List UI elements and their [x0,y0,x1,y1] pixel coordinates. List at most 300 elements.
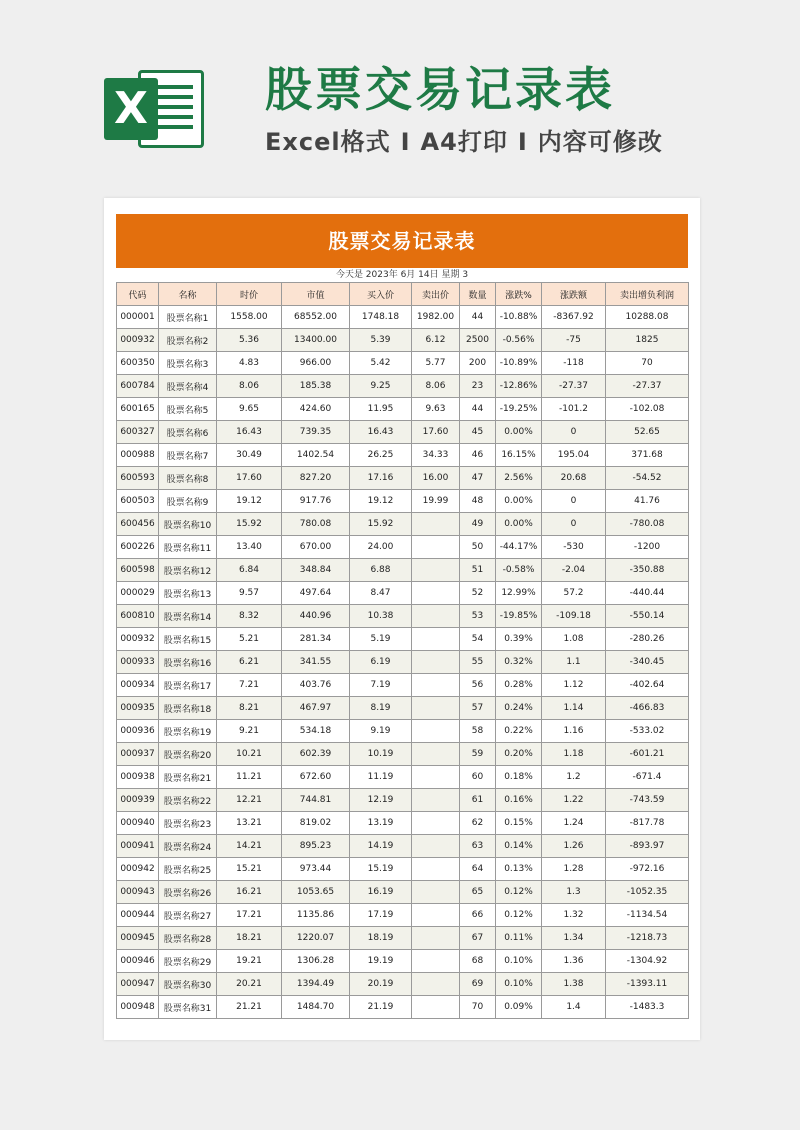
table-cell[interactable]: -44.17% [496,536,542,559]
table-cell[interactable]: 000939 [117,789,159,812]
table-cell[interactable]: 341.55 [282,651,350,674]
table-cell[interactable]: 5.77 [412,352,460,375]
table-cell[interactable] [412,536,460,559]
table-cell[interactable] [412,904,460,927]
table-cell[interactable]: 股票名称14 [159,605,217,628]
table-cell[interactable] [412,858,460,881]
table-cell[interactable]: 65 [460,881,496,904]
table-cell[interactable]: -671.4 [606,766,689,789]
table-cell[interactable]: 000945 [117,927,159,950]
table-cell[interactable]: 1.3 [542,881,606,904]
table-cell[interactable]: 50 [460,536,496,559]
table-cell[interactable]: 股票名称27 [159,904,217,927]
table-cell[interactable]: 5.19 [350,628,412,651]
table-cell[interactable]: 股票名称18 [159,697,217,720]
table-cell[interactable]: 0.32% [496,651,542,674]
table-cell[interactable] [412,720,460,743]
table-cell[interactable]: 67 [460,927,496,950]
table-cell[interactable]: 1.16 [542,720,606,743]
table-cell[interactable]: 19.12 [350,490,412,513]
table-cell[interactable]: 16.21 [217,881,282,904]
table-cell[interactable]: 股票名称24 [159,835,217,858]
table-cell[interactable] [412,789,460,812]
table-cell[interactable] [412,513,460,536]
table-cell[interactable]: 19.99 [412,490,460,513]
table-cell[interactable]: 19.19 [350,950,412,973]
table-cell[interactable]: 51 [460,559,496,582]
table-cell[interactable]: 600593 [117,467,159,490]
table-cell[interactable]: 600327 [117,421,159,444]
table-cell[interactable]: 股票名称26 [159,881,217,904]
table-cell[interactable]: 股票名称19 [159,720,217,743]
table-cell[interactable]: -19.85% [496,605,542,628]
table-cell[interactable]: 8.47 [350,582,412,605]
table-cell[interactable]: 20.21 [217,973,282,996]
table-cell[interactable]: 1220.07 [282,927,350,950]
table-cell[interactable]: 000932 [117,628,159,651]
table-cell[interactable]: -0.56% [496,329,542,352]
table-cell[interactable]: -601.21 [606,743,689,766]
table-cell[interactable]: 股票名称8 [159,467,217,490]
table-cell[interactable]: 1.38 [542,973,606,996]
table-cell[interactable]: 672.60 [282,766,350,789]
table-cell[interactable]: 股票名称10 [159,513,217,536]
table-cell[interactable]: 600598 [117,559,159,582]
table-cell[interactable]: 1558.00 [217,306,282,329]
table-cell[interactable]: 0.12% [496,904,542,927]
table-cell[interactable]: -12.86% [496,375,542,398]
table-cell[interactable]: 16.19 [350,881,412,904]
table-cell[interactable]: 63 [460,835,496,858]
table-cell[interactable]: -101.2 [542,398,606,421]
table-cell[interactable]: 8.06 [412,375,460,398]
table-cell[interactable]: 7.19 [350,674,412,697]
table-cell[interactable]: 000932 [117,329,159,352]
table-cell[interactable] [412,812,460,835]
table-cell[interactable]: 000935 [117,697,159,720]
table-cell[interactable] [412,766,460,789]
table-cell[interactable]: -530 [542,536,606,559]
table-cell[interactable]: 8.06 [217,375,282,398]
table-cell[interactable]: 0.11% [496,927,542,950]
table-cell[interactable]: -118 [542,352,606,375]
table-cell[interactable]: 61 [460,789,496,812]
table-cell[interactable]: 股票名称25 [159,858,217,881]
table-cell[interactable]: 000933 [117,651,159,674]
table-cell[interactable]: 600784 [117,375,159,398]
table-cell[interactable]: 000934 [117,674,159,697]
table-cell[interactable]: 0.14% [496,835,542,858]
table-cell[interactable]: 16.43 [217,421,282,444]
table-cell[interactable] [412,582,460,605]
table-cell[interactable]: 8.21 [217,697,282,720]
table-cell[interactable]: 17.19 [350,904,412,927]
table-cell[interactable]: 0.10% [496,973,542,996]
table-cell[interactable]: 股票名称13 [159,582,217,605]
table-cell[interactable]: 424.60 [282,398,350,421]
table-cell[interactable]: 780.08 [282,513,350,536]
table-cell[interactable]: 68552.00 [282,306,350,329]
table-cell[interactable]: 1.36 [542,950,606,973]
table-cell[interactable]: -102.08 [606,398,689,421]
table-cell[interactable]: 10.19 [350,743,412,766]
table-cell[interactable]: 000944 [117,904,159,927]
table-cell[interactable]: 9.19 [350,720,412,743]
table-cell[interactable]: -743.59 [606,789,689,812]
table-cell[interactable]: 440.96 [282,605,350,628]
table-cell[interactable]: 1053.65 [282,881,350,904]
table-cell[interactable]: 281.34 [282,628,350,651]
table-cell[interactable]: -550.14 [606,605,689,628]
table-cell[interactable]: -350.88 [606,559,689,582]
table-cell[interactable]: 1.18 [542,743,606,766]
table-cell[interactable]: 1.32 [542,904,606,927]
table-cell[interactable]: -1134.54 [606,904,689,927]
table-cell[interactable]: 600503 [117,490,159,513]
table-cell[interactable]: 534.18 [282,720,350,743]
table-cell[interactable]: 497.64 [282,582,350,605]
table-cell[interactable]: 602.39 [282,743,350,766]
table-cell[interactable]: 股票名称20 [159,743,217,766]
table-cell[interactable]: 30.49 [217,444,282,467]
table-cell[interactable]: -10.88% [496,306,542,329]
table-cell[interactable]: 1394.49 [282,973,350,996]
table-cell[interactable]: 827.20 [282,467,350,490]
table-cell[interactable]: 600165 [117,398,159,421]
table-cell[interactable]: 744.81 [282,789,350,812]
table-cell[interactable]: 17.60 [412,421,460,444]
table-cell[interactable]: 9.21 [217,720,282,743]
table-cell[interactable]: -54.52 [606,467,689,490]
table-cell[interactable]: 16.15% [496,444,542,467]
table-cell[interactable]: 57 [460,697,496,720]
table-cell[interactable]: 41.76 [606,490,689,513]
table-cell[interactable]: 0.16% [496,789,542,812]
table-cell[interactable]: -10.89% [496,352,542,375]
table-cell[interactable]: 5.39 [350,329,412,352]
table-cell[interactable]: 68 [460,950,496,973]
table-cell[interactable]: 6.88 [350,559,412,582]
table-cell[interactable] [412,651,460,674]
table-cell[interactable]: 10.21 [217,743,282,766]
table-cell[interactable]: 62 [460,812,496,835]
table-cell[interactable] [412,559,460,582]
table-cell[interactable]: 6.21 [217,651,282,674]
table-cell[interactable]: 5.42 [350,352,412,375]
table-cell[interactable]: 6.12 [412,329,460,352]
table-cell[interactable]: 0.20% [496,743,542,766]
table-cell[interactable]: 股票名称30 [159,973,217,996]
table-cell[interactable]: 60 [460,766,496,789]
table-cell[interactable]: -1483.3 [606,996,689,1019]
table-cell[interactable]: -893.97 [606,835,689,858]
table-cell[interactable]: 股票名称15 [159,628,217,651]
table-cell[interactable] [412,605,460,628]
table-cell[interactable]: -0.58% [496,559,542,582]
table-cell[interactable]: 000940 [117,812,159,835]
table-cell[interactable]: -1218.73 [606,927,689,950]
table-cell[interactable]: 64 [460,858,496,881]
table-cell[interactable]: 47 [460,467,496,490]
table-cell[interactable]: 69 [460,973,496,996]
table-cell[interactable]: 1982.00 [412,306,460,329]
table-cell[interactable]: 0 [542,490,606,513]
table-cell[interactable]: 12.21 [217,789,282,812]
table-cell[interactable]: 8.19 [350,697,412,720]
table-cell[interactable]: -1304.92 [606,950,689,973]
table-cell[interactable]: 600350 [117,352,159,375]
table-cell[interactable]: 0.28% [496,674,542,697]
table-cell[interactable] [412,628,460,651]
table-cell[interactable]: 13.21 [217,812,282,835]
table-cell[interactable]: 15.92 [217,513,282,536]
table-cell[interactable]: 7.21 [217,674,282,697]
table-cell[interactable]: 股票名称29 [159,950,217,973]
table-cell[interactable]: -440.44 [606,582,689,605]
table-cell[interactable]: 股票名称31 [159,996,217,1019]
table-cell[interactable]: 000942 [117,858,159,881]
table-cell[interactable]: 57.2 [542,582,606,605]
table-cell[interactable]: 348.84 [282,559,350,582]
table-cell[interactable]: 10288.08 [606,306,689,329]
table-cell[interactable]: 20.19 [350,973,412,996]
table-cell[interactable]: 股票名称2 [159,329,217,352]
table-cell[interactable] [412,835,460,858]
table-cell[interactable]: 0.18% [496,766,542,789]
table-cell[interactable]: 0.00% [496,421,542,444]
table-cell[interactable]: 185.38 [282,375,350,398]
table-cell[interactable]: 44 [460,306,496,329]
table-cell[interactable]: 973.44 [282,858,350,881]
table-cell[interactable]: 966.00 [282,352,350,375]
table-cell[interactable]: -280.26 [606,628,689,651]
table-cell[interactable]: 55 [460,651,496,674]
table-cell[interactable]: 股票名称21 [159,766,217,789]
table-cell[interactable]: 1.2 [542,766,606,789]
table-cell[interactable]: 11.21 [217,766,282,789]
table-cell[interactable]: 9.65 [217,398,282,421]
table-cell[interactable]: 9.25 [350,375,412,398]
table-cell[interactable]: 739.35 [282,421,350,444]
table-cell[interactable]: 000943 [117,881,159,904]
table-cell[interactable] [412,927,460,950]
table-cell[interactable]: 19.12 [217,490,282,513]
table-cell[interactable]: 000001 [117,306,159,329]
table-cell[interactable]: 23 [460,375,496,398]
table-cell[interactable]: 股票名称9 [159,490,217,513]
table-cell[interactable]: -1393.11 [606,973,689,996]
table-cell[interactable]: 0.00% [496,490,542,513]
table-cell[interactable]: 股票名称7 [159,444,217,467]
table-cell[interactable]: 58 [460,720,496,743]
table-cell[interactable]: 0.15% [496,812,542,835]
table-cell[interactable]: 819.02 [282,812,350,835]
table-cell[interactable]: -1200 [606,536,689,559]
table-cell[interactable]: 0.00% [496,513,542,536]
table-cell[interactable]: 48 [460,490,496,513]
table-cell[interactable]: -780.08 [606,513,689,536]
table-cell[interactable]: 24.00 [350,536,412,559]
table-cell[interactable]: -19.25% [496,398,542,421]
table-cell[interactable]: 1.12 [542,674,606,697]
table-cell[interactable]: 895.23 [282,835,350,858]
table-cell[interactable]: 34.33 [412,444,460,467]
table-cell[interactable]: 6.84 [217,559,282,582]
table-cell[interactable]: 13400.00 [282,329,350,352]
table-cell[interactable] [412,950,460,973]
table-cell[interactable]: 917.76 [282,490,350,513]
table-cell[interactable]: 0.12% [496,881,542,904]
table-cell[interactable]: 0 [542,421,606,444]
table-cell[interactable]: 2500 [460,329,496,352]
table-cell[interactable]: 15.19 [350,858,412,881]
table-cell[interactable]: 1.22 [542,789,606,812]
table-cell[interactable]: 19.21 [217,950,282,973]
table-cell[interactable]: 15.92 [350,513,412,536]
table-cell[interactable]: 股票名称12 [159,559,217,582]
table-cell[interactable]: -466.83 [606,697,689,720]
table-cell[interactable]: 11.95 [350,398,412,421]
table-cell[interactable]: 0 [542,513,606,536]
table-cell[interactable]: 股票名称22 [159,789,217,812]
table-cell[interactable]: 0.22% [496,720,542,743]
table-cell[interactable]: 000937 [117,743,159,766]
table-cell[interactable] [412,881,460,904]
table-cell[interactable]: 200 [460,352,496,375]
table-cell[interactable]: 5.21 [217,628,282,651]
table-cell[interactable]: 600456 [117,513,159,536]
table-cell[interactable]: 44 [460,398,496,421]
table-cell[interactable] [412,973,460,996]
table-cell[interactable]: 1.14 [542,697,606,720]
table-cell[interactable]: 股票名称3 [159,352,217,375]
table-cell[interactable]: -340.45 [606,651,689,674]
table-cell[interactable]: 1306.28 [282,950,350,973]
table-cell[interactable]: 17.60 [217,467,282,490]
table-cell[interactable]: 000948 [117,996,159,1019]
table-cell[interactable]: 371.68 [606,444,689,467]
table-cell[interactable]: -27.37 [606,375,689,398]
table-cell[interactable]: 股票名称1 [159,306,217,329]
table-cell[interactable]: 12.19 [350,789,412,812]
table-cell[interactable]: 2.56% [496,467,542,490]
table-cell[interactable]: 6.19 [350,651,412,674]
table-cell[interactable]: -27.37 [542,375,606,398]
table-cell[interactable]: 13.40 [217,536,282,559]
table-cell[interactable] [412,996,460,1019]
table-cell[interactable]: 1402.54 [282,444,350,467]
table-cell[interactable]: 1.08 [542,628,606,651]
table-cell[interactable]: 467.97 [282,697,350,720]
table-cell[interactable]: 1.24 [542,812,606,835]
table-cell[interactable]: 14.21 [217,835,282,858]
table-cell[interactable]: -402.64 [606,674,689,697]
table-cell[interactable]: -2.04 [542,559,606,582]
table-cell[interactable]: 股票名称5 [159,398,217,421]
table-cell[interactable]: 1.28 [542,858,606,881]
table-cell[interactable]: 15.21 [217,858,282,881]
table-cell[interactable]: 8.32 [217,605,282,628]
table-cell[interactable]: 000988 [117,444,159,467]
table-cell[interactable]: 000947 [117,973,159,996]
table-cell[interactable]: 70 [460,996,496,1019]
table-cell[interactable]: 0.09% [496,996,542,1019]
table-cell[interactable]: 1.34 [542,927,606,950]
table-cell[interactable]: 26.25 [350,444,412,467]
table-cell[interactable]: 49 [460,513,496,536]
table-cell[interactable]: 股票名称17 [159,674,217,697]
table-cell[interactable]: 1748.18 [350,306,412,329]
table-cell[interactable]: 52.65 [606,421,689,444]
table-cell[interactable]: 20.68 [542,467,606,490]
table-cell[interactable]: 000938 [117,766,159,789]
table-cell[interactable]: 0.24% [496,697,542,720]
table-cell[interactable]: -972.16 [606,858,689,881]
table-cell[interactable]: 45 [460,421,496,444]
table-cell[interactable]: 1484.70 [282,996,350,1019]
table-cell[interactable]: 21.19 [350,996,412,1019]
table-cell[interactable] [412,674,460,697]
table-cell[interactable]: 600810 [117,605,159,628]
table-cell[interactable]: 10.38 [350,605,412,628]
table-cell[interactable]: 70 [606,352,689,375]
table-cell[interactable]: 17.21 [217,904,282,927]
table-cell[interactable]: 56 [460,674,496,697]
table-cell[interactable]: 52 [460,582,496,605]
table-cell[interactable]: 股票名称11 [159,536,217,559]
table-cell[interactable]: 13.19 [350,812,412,835]
table-cell[interactable]: 1.1 [542,651,606,674]
table-cell[interactable]: 9.63 [412,398,460,421]
table-cell[interactable]: -8367.92 [542,306,606,329]
table-cell[interactable]: 53 [460,605,496,628]
table-cell[interactable]: 600226 [117,536,159,559]
table-cell[interactable]: 18.21 [217,927,282,950]
table-cell[interactable]: 股票名称23 [159,812,217,835]
table-cell[interactable]: 0.39% [496,628,542,651]
table-cell[interactable]: 1.4 [542,996,606,1019]
table-cell[interactable]: 195.04 [542,444,606,467]
table-cell[interactable]: -1052.35 [606,881,689,904]
table-cell[interactable]: -75 [542,329,606,352]
table-cell[interactable]: 4.83 [217,352,282,375]
table-cell[interactable]: 000941 [117,835,159,858]
table-cell[interactable]: 17.16 [350,467,412,490]
table-cell[interactable]: 18.19 [350,927,412,950]
table-cell[interactable] [412,697,460,720]
table-cell[interactable]: 0.10% [496,950,542,973]
table-cell[interactable]: 股票名称6 [159,421,217,444]
table-cell[interactable]: -533.02 [606,720,689,743]
table-cell[interactable]: 000029 [117,582,159,605]
table-cell[interactable]: 403.76 [282,674,350,697]
table-cell[interactable]: 46 [460,444,496,467]
table-cell[interactable]: 11.19 [350,766,412,789]
table-cell[interactable]: 000936 [117,720,159,743]
table-cell[interactable]: 12.99% [496,582,542,605]
table-cell[interactable]: 14.19 [350,835,412,858]
table-cell[interactable]: 66 [460,904,496,927]
table-cell[interactable]: 000946 [117,950,159,973]
table-cell[interactable]: 0.13% [496,858,542,881]
table-cell[interactable]: 670.00 [282,536,350,559]
table-cell[interactable]: 59 [460,743,496,766]
table-cell[interactable]: 股票名称28 [159,927,217,950]
table-cell[interactable]: 21.21 [217,996,282,1019]
table-cell[interactable] [412,743,460,766]
table-cell[interactable]: 16.00 [412,467,460,490]
table-cell[interactable]: 股票名称4 [159,375,217,398]
